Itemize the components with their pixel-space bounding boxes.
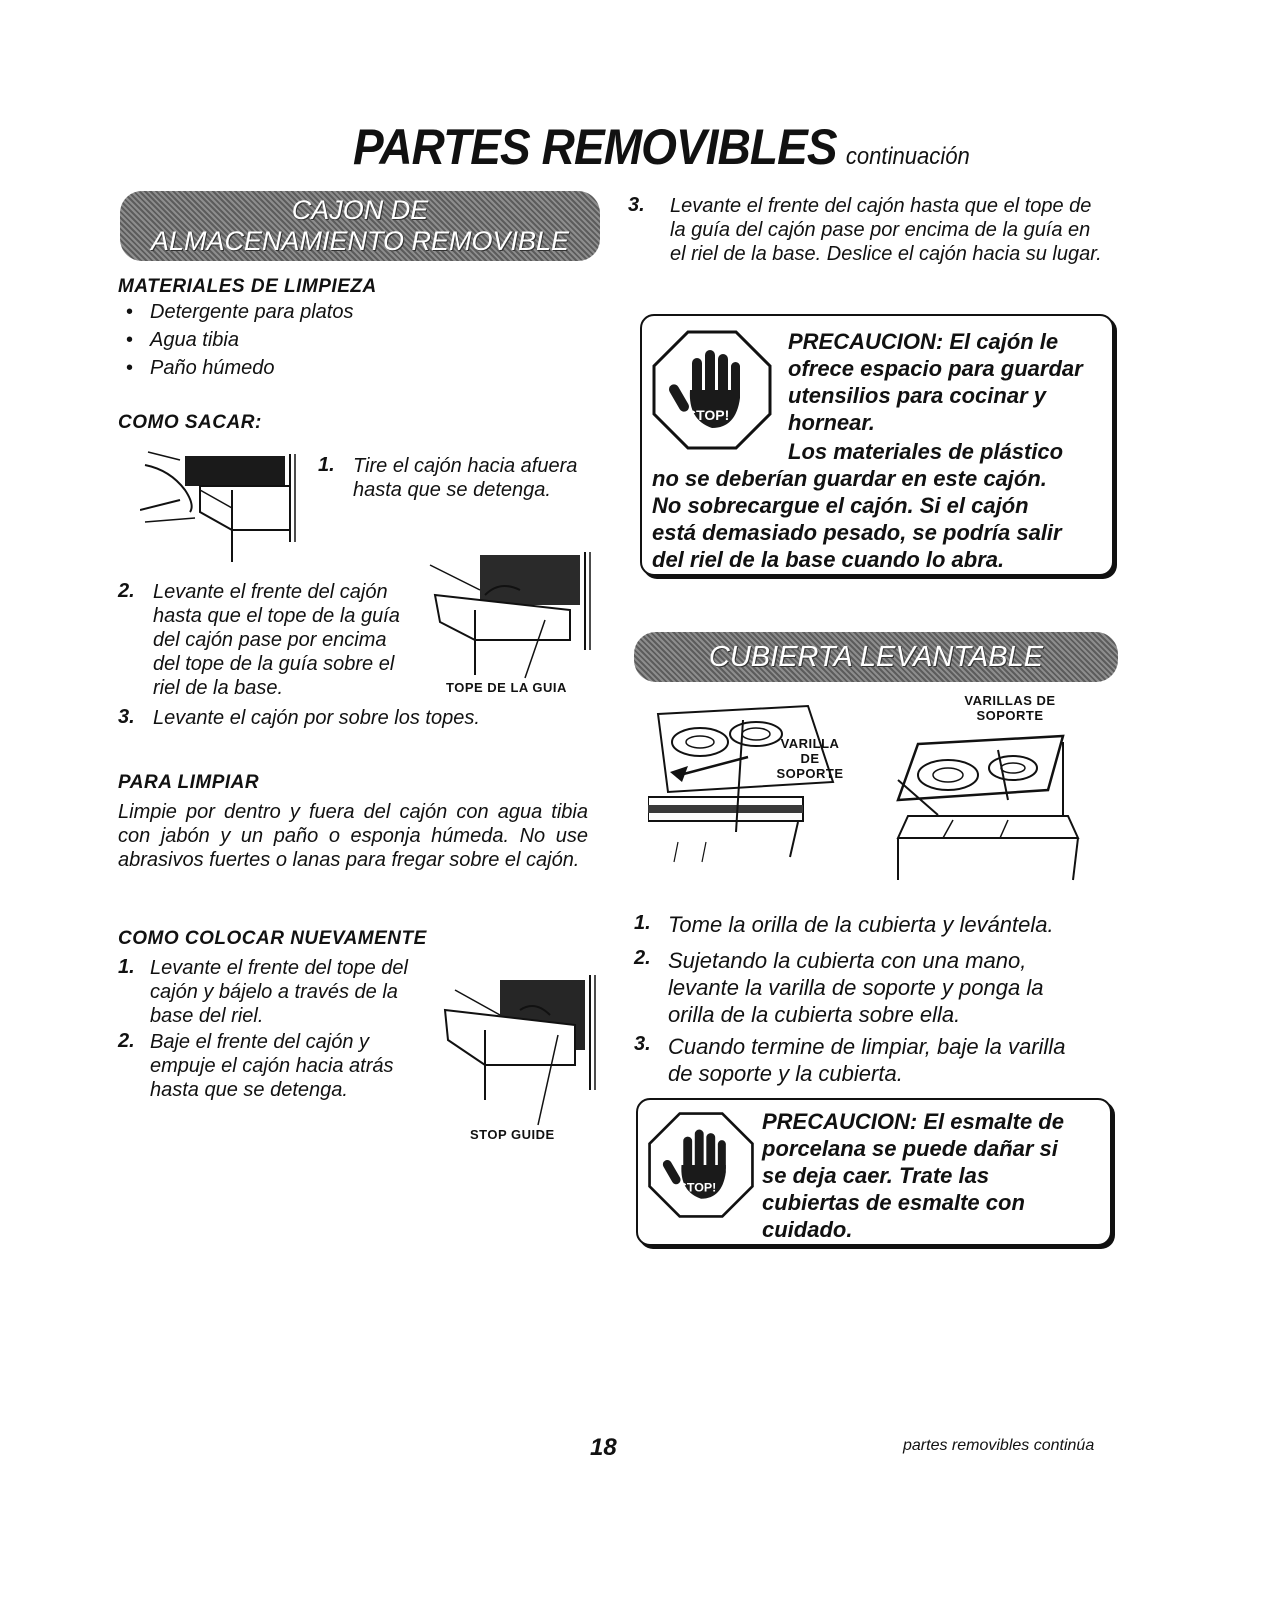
remove-step-3-number: 3.	[118, 706, 135, 728]
replace-step-2-text	[150, 1030, 435, 1102]
cooktop-step-3-number: 3.	[634, 1033, 651, 1055]
text-line: VARILLA	[780, 736, 840, 751]
caution-box-porcelain	[636, 1098, 1112, 1246]
section-banner-cooktop: CUBIERTA LEVANTABLE	[634, 632, 1118, 682]
stop-icon-text: STOP!	[686, 407, 730, 423]
remove-step-2-text	[153, 580, 423, 700]
support-rod-label	[770, 736, 850, 781]
text-line: se deja caer. Trate las	[762, 1163, 990, 1188]
text-line: riel de la base.	[153, 677, 284, 699]
remove-step-1-number: 1.	[318, 454, 335, 476]
text-line: cajón y bájelo a través de la	[150, 981, 398, 1003]
replace-step-2-number: 2.	[118, 1030, 135, 1052]
text-line: cubiertas de esmalte con	[762, 1190, 1025, 1215]
caution-body-text	[652, 438, 1104, 573]
page-number: 18	[590, 1434, 617, 1461]
text-line: de soporte y la cubierta.	[668, 1061, 903, 1086]
list-item: • Detergente para platos	[118, 298, 578, 326]
text-line: ofrece espacio para guardar	[788, 356, 1083, 381]
text-line: Levante el frente del cajón	[153, 581, 388, 603]
text-line: Baje el frente del cajón y	[150, 1031, 370, 1053]
remove-step-3-text: Levante el cajón por sobre los topes.	[153, 707, 480, 729]
text-line: No sobrecargue el cajón. Si el cajón	[652, 493, 1029, 518]
text-line: hasta que se detenga.	[150, 1079, 348, 1101]
replace-step-1-number: 1.	[118, 956, 135, 978]
text-line: VARILLAS DE	[964, 693, 1056, 708]
text-line: del cajón pase por encima	[153, 629, 387, 651]
right-step-3-text: Levante el frente del cajón hasta que el tope de la guía del cajón pase por encima de la guía en el riel de la base. Deslice el cajón hacia su lugar.	[670, 195, 1102, 265]
remove-step-2-number: 2.	[118, 580, 135, 602]
caution-porcelain-text	[762, 1108, 1102, 1243]
stop-hand-icon	[646, 1110, 756, 1220]
text-line: hornear.	[788, 410, 875, 435]
replace-step-1-text	[150, 956, 435, 1028]
stop-icon-text: STOP!	[678, 1180, 717, 1195]
banner-line-2: ALMACENAMIENTO REMOVIBLE	[150, 226, 570, 256]
materials-heading: MATERIALES DE LIMPIEZA	[118, 276, 377, 297]
text-line: está demasiado pesado, se podría salir	[652, 520, 1062, 545]
text-line: no se deberían guardar en este cajón.	[652, 466, 1047, 491]
banner-line-1: CAJON DE	[291, 195, 429, 225]
replace-heading: COMO COLOCAR NUEVAMENTE	[118, 928, 427, 949]
cooktop-step-1-text	[668, 912, 1108, 938]
page-title	[353, 118, 970, 176]
text-line: Cuando termine de limpiar, baje la varilla	[668, 1034, 1066, 1059]
text-line: Los materiales de plástico	[788, 439, 1064, 464]
cooktop-lift-illustration-2	[888, 720, 1093, 885]
clean-heading: PARA LIMPIAR	[118, 772, 260, 793]
remove-step-1-text	[353, 454, 593, 502]
clean-text: Limpie por dentro y fuera del cajón con agua tibia con jabón y un paño o esponja húmeda. No use abrasivos fuertes o lanas para fregar sobre el cajón.	[118, 801, 588, 871]
text-line: cuidado.	[762, 1217, 853, 1242]
text-line: levante la varilla de soporte y ponga la	[668, 975, 1044, 1000]
cooktop-step-2-number: 2.	[634, 947, 651, 969]
text-line: SOPORTE	[976, 708, 1044, 723]
text-line: SOPORTE	[776, 766, 844, 781]
cooktop-step-3-text	[668, 1033, 1108, 1087]
stop-guide-label: STOP GUIDE	[470, 1127, 555, 1142]
text-line: base del riel.	[150, 1005, 264, 1027]
text-line: hasta que el tope de la guía	[153, 605, 400, 627]
stop-hand-icon	[650, 328, 774, 452]
text-line: PRECAUCION: El cajón le	[788, 329, 1059, 354]
text-line: DE	[800, 751, 820, 766]
text-line: hasta que se detenga.	[353, 479, 551, 501]
text-line: empuje el cajón hacia atrás	[150, 1055, 394, 1077]
text-line: Tire el cajón hacia afuera	[353, 455, 578, 477]
drawer-pull-illustration	[140, 450, 305, 570]
caution-head-text	[788, 328, 1102, 436]
cooktop-step-2-text	[668, 947, 1108, 1028]
list-item: • Paño húmedo	[118, 354, 578, 382]
title-continuation: continuación	[845, 143, 970, 170]
caution-box-drawer	[640, 314, 1114, 576]
list-item: • Agua tibia	[118, 326, 578, 354]
text-line: Levante el frente del tope del	[150, 957, 408, 979]
support-rods-label	[940, 693, 1080, 723]
text-line: orilla de la cubierta sobre ella.	[668, 1002, 961, 1027]
guide-stop-label: TOPE DE LA GUIA	[446, 680, 567, 695]
cooktop-lift-illustration-1	[648, 702, 858, 872]
continued-note: partes removibles continúa	[903, 1437, 1095, 1454]
right-step-3-number: 3.	[628, 194, 645, 216]
section-banner-drawer	[120, 191, 600, 261]
text-line: Tome la orilla de la cubierta y levántela.	[668, 912, 1054, 937]
title-main-text: PARTES REMOVIBLES	[353, 119, 837, 175]
text-line: del riel de la base cuando lo abra.	[652, 547, 1005, 572]
remove-heading: COMO SACAR:	[118, 412, 262, 433]
text-line: utensilios para cocinar y	[788, 383, 1046, 408]
cooktop-step-1-number: 1.	[634, 912, 651, 934]
text-line: porcelana se puede dañar si	[762, 1136, 1058, 1161]
drawer-lift-illustration	[420, 550, 595, 680]
text-line: Sujetando la cubierta con una mano,	[668, 948, 1027, 973]
text-line: del tope de la guía sobre el	[153, 653, 395, 675]
text-line: PRECAUCION: El esmalte de	[762, 1109, 1064, 1134]
drawer-replace-illustration	[440, 970, 600, 1130]
materials-list	[118, 298, 578, 382]
